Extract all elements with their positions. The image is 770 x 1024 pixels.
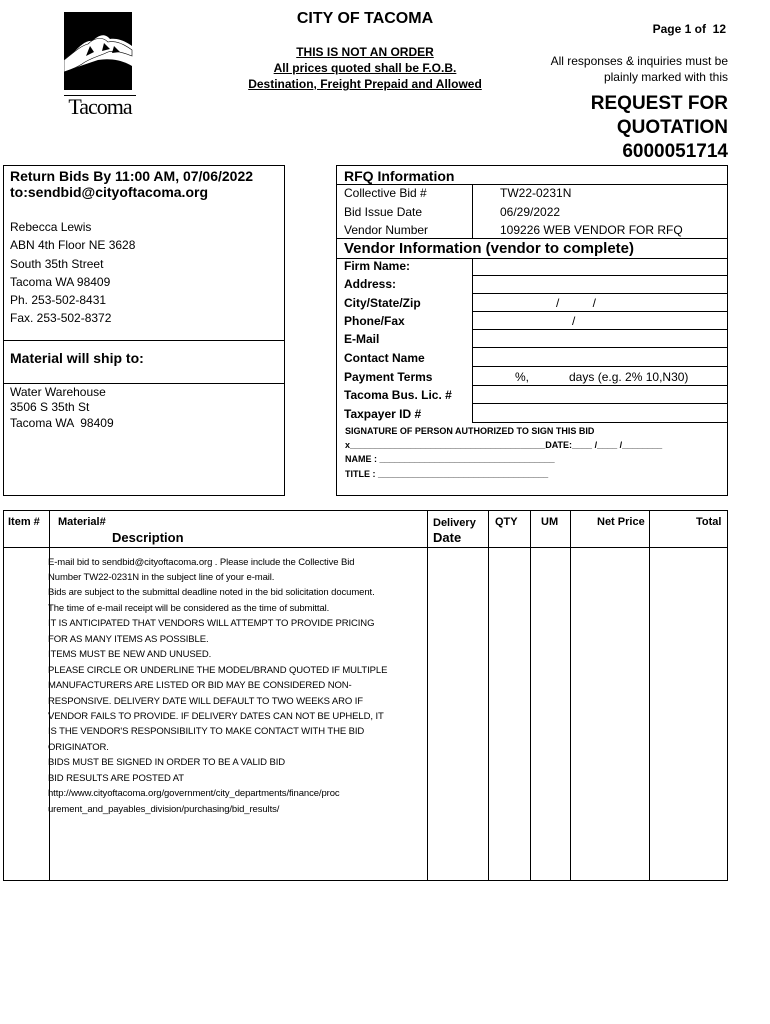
email-field[interactable] <box>472 330 728 348</box>
rfq-issue-date-value: 06/29/2022 <box>500 205 561 219</box>
col-divider-qty <box>530 510 531 881</box>
firm-name-field[interactable] <box>472 258 728 276</box>
vendor-info-heading: Vendor Information (vendor to complete) <box>344 240 635 257</box>
city-state-zip-field[interactable] <box>472 294 728 312</box>
description-line[interactable]: urement_and_payables_division/purchasing/bid_results/ <box>48 804 280 815</box>
notice-fob: All prices quoted shall be F.O.B. <box>273 61 457 75</box>
rfq-info-heading: RFQ Information <box>344 168 455 184</box>
responses-note-1: All responses & inquiries must be <box>550 54 728 68</box>
contact-name-field[interactable] <box>472 348 728 367</box>
col-divider-description <box>427 510 428 881</box>
contact-city: Tacoma WA 98409 <box>10 275 111 289</box>
description-line: E-mail bid to sendbid@cityoftacoma.org . Please include the Collective Bid <box>48 557 355 568</box>
col-divider-delivery <box>488 510 489 881</box>
responses-note-2: plainly marked with this <box>603 70 728 84</box>
address-label: Address: <box>344 277 397 291</box>
rfq-issue-date-label: Bid Issue Date <box>344 205 423 219</box>
taxpayer-id-field[interactable] <box>472 404 728 423</box>
city-title: CITY OF TACOMA <box>296 10 434 27</box>
description-line: RESPONSIVE. DELIVERY DATE WILL DEFAULT TO TWO WEEKS ARO IF <box>48 696 363 707</box>
ship-to-line-3: Tacoma WA 98409 <box>10 416 114 430</box>
ship-to-divider-bottom <box>3 383 285 384</box>
rfq-collective-bid-value: TW22-0231N <box>500 186 572 200</box>
rfq-title-line-1: REQUEST FOR <box>590 93 728 114</box>
rfq-info-column-divider <box>472 184 473 238</box>
col-header-item: Item # <box>8 516 40 528</box>
description-line: ORIGINATOR. <box>48 742 109 753</box>
rfq-title-line-2: QUOTATION <box>616 117 728 138</box>
business-license-field[interactable] <box>472 386 728 404</box>
col-divider-um <box>570 510 571 881</box>
description-line[interactable]: http://www.cityoftacoma.org/government/city_departments/finance/proc <box>48 788 340 799</box>
signature-title-line[interactable]: TITLE : __________________________________ <box>345 469 549 479</box>
col-header-um: UM <box>541 516 559 528</box>
col-header-total: Total <box>696 516 722 528</box>
contact-phone: Ph. 253-502-8431 <box>10 293 107 307</box>
rfq-collective-bid-label: Collective Bid # <box>344 186 427 200</box>
description-line: BIDS MUST BE SIGNED IN ORDER TO BE A VALID BID <box>48 757 286 768</box>
phone-fax-field[interactable] <box>472 312 728 330</box>
col-divider-net-price <box>649 510 650 881</box>
rfq-number: 6000051714 <box>622 141 728 162</box>
col-header-material: Material# <box>58 516 106 528</box>
signature-name-line[interactable]: NAME : ___________________________________ <box>345 454 555 464</box>
signature-line[interactable]: x_______________________________________DATE:____ /____ /________ <box>345 440 663 450</box>
city-state-zip-separators: / / <box>556 296 597 310</box>
signature-heading: SIGNATURE OF PERSON AUTHORIZED TO SIGN THIS BID <box>345 426 595 436</box>
notice-freight: Destination, Freight Prepaid and Allowed <box>248 77 482 91</box>
description-line: IS THE VENDOR'S RESPONSIBILITY TO MAKE CONTACT WITH THE BID <box>48 726 365 737</box>
description-line: ITEMS MUST BE NEW AND UNUSED. <box>48 649 212 660</box>
description-line: The time of e-mail receipt will be considered as the time of submittal. <box>48 603 330 614</box>
vendor-info-divider-top <box>336 238 728 239</box>
description-line: VENDOR FAILS TO PROVIDE. IF DELIVERY DATES CAN NOT BE UPHELD, IT <box>48 711 384 722</box>
city-state-zip-label: City/State/Zip <box>344 296 421 310</box>
page-indicator: Page 1 of 12 <box>652 22 726 36</box>
col-header-description: Description <box>112 530 184 545</box>
contact-address-1: ABN 4th Floor NE 3628 <box>10 238 136 252</box>
description-line: BID RESULTS ARE POSTED AT <box>48 773 184 784</box>
ship-to-divider-top <box>3 340 285 341</box>
contact-name: Rebecca Lewis <box>10 220 92 234</box>
rfq-info-divider <box>336 184 728 185</box>
rfq-vendor-number-value: 109226 WEB VENDOR FOR RFQ <box>500 223 683 237</box>
firm-name-label: Firm Name: <box>344 259 411 273</box>
col-header-delivery: Delivery <box>433 517 476 529</box>
description-line: PLEASE CIRCLE OR UNDERLINE THE MODEL/BRAND QUOTED IF MULTIPLE <box>48 665 388 676</box>
ship-to-line-1: Water Warehouse <box>10 385 106 399</box>
description-line: Number TW22-0231N in the subject line of your e-mail. <box>48 572 275 583</box>
payment-terms-label: Payment Terms <box>344 370 433 384</box>
return-bids-panel <box>3 165 285 496</box>
phone-fax-label: Phone/Fax <box>344 314 405 328</box>
contact-fax: Fax. 253-502-8372 <box>10 311 112 325</box>
description-line: MANUFACTURERS ARE LISTED OR BID MAY BE CONSIDERED NON- <box>48 680 352 691</box>
contact-address-2: South 35th Street <box>10 257 104 271</box>
return-bids-email: to:sendbid@cityoftacoma.org <box>10 184 208 200</box>
rfq-vendor-number-label: Vendor Number <box>344 223 429 237</box>
description-line: IT IS ANTICIPATED THAT VENDORS WILL ATTEMPT TO PROVIDE PRICING <box>48 618 375 629</box>
email-label: E-Mail <box>344 332 380 346</box>
col-header-net-price: Net Price <box>597 516 645 528</box>
description-line: Bids are subject to the submittal deadline noted in the bid solicitation document. <box>48 587 375 598</box>
notice-not-an-order: THIS IS NOT AN ORDER <box>296 45 434 59</box>
items-table-header-divider <box>3 547 728 548</box>
business-license-label: Tacoma Bus. Lic. # <box>344 388 452 402</box>
payment-terms-hint: %, days (e.g. 2% 10,N30) <box>515 370 689 384</box>
taxpayer-id-label: Taxpayer ID # <box>344 407 422 421</box>
ship-to-heading: Material will ship to: <box>10 350 144 366</box>
col-header-qty: QTY <box>495 516 518 528</box>
contact-name-label: Contact Name <box>344 351 425 365</box>
description-line: FOR AS MANY ITEMS AS POSSIBLE. <box>48 634 209 645</box>
address-field[interactable] <box>472 276 728 294</box>
phone-fax-separator: / <box>572 314 576 328</box>
logo-wordmark: Tacoma <box>64 95 136 118</box>
ship-to-line-2: 3506 S 35th St <box>10 400 90 414</box>
return-bids-deadline: Return Bids By 11:00 AM, 07/06/2022 <box>10 168 254 184</box>
col-header-date: Date <box>433 530 462 545</box>
